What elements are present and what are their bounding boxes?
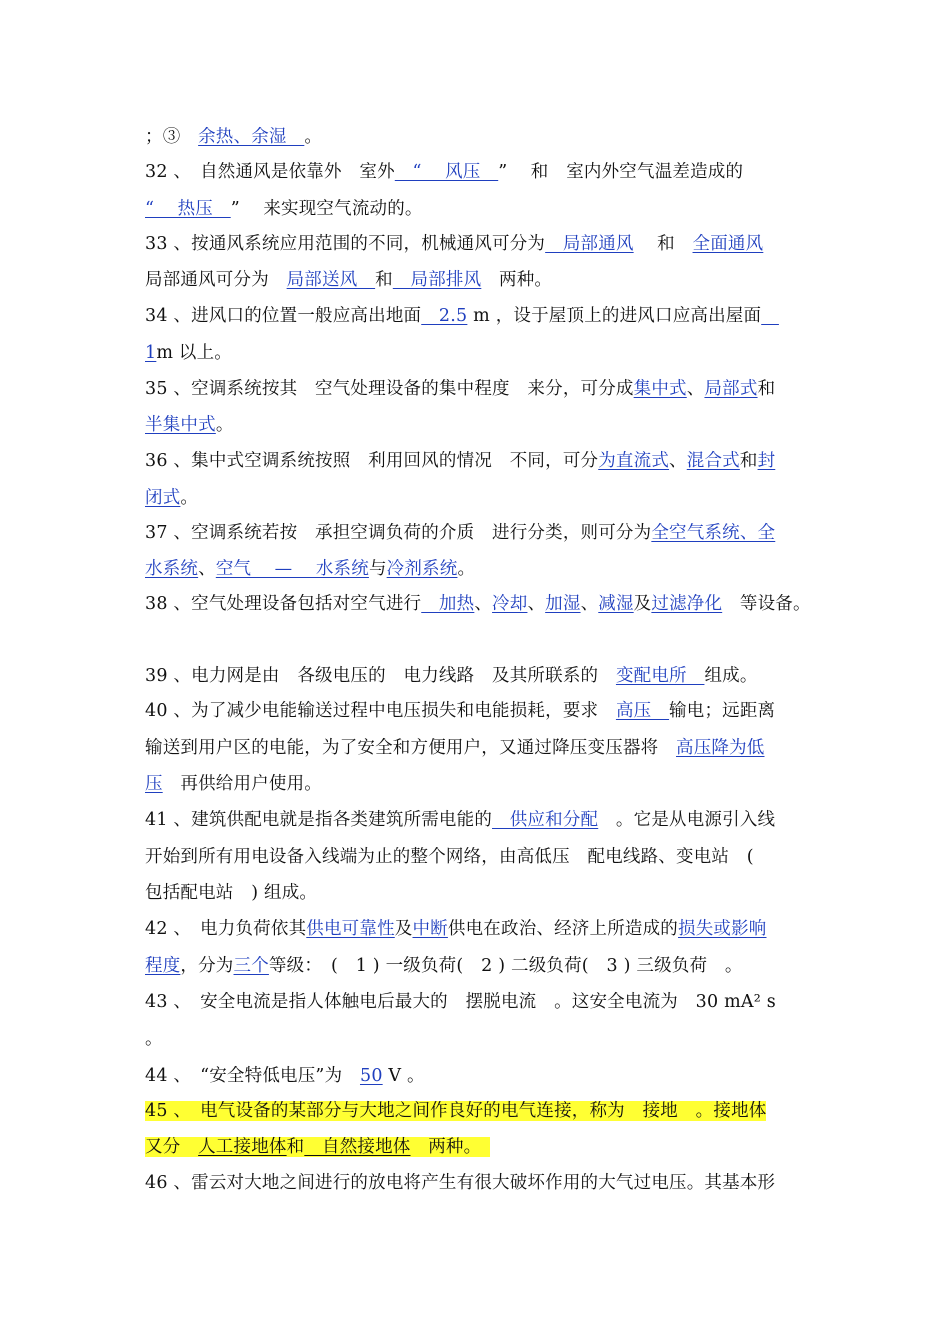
answer-text: 高压 — [615, 701, 670, 721]
answer-text: 闭式 — [145, 488, 181, 508]
text-segment: 。 — [304, 127, 323, 147]
answer-text: 损失或影响 — [678, 919, 767, 939]
text-line — [145, 374, 775, 404]
answer-text: 减湿 — [598, 594, 634, 614]
answer-text: 1 — [145, 343, 157, 363]
text-segment: 和 — [375, 270, 393, 290]
answer-text: 混合式 — [686, 451, 740, 471]
answer-text: 程度 — [145, 956, 181, 976]
text-segment: 37 、空调系统若按 承担空调负荷的介质 进行分类，则可分为 — [145, 523, 652, 543]
answer-text: 局部通风 — [545, 234, 634, 254]
text-line — [145, 733, 765, 763]
text-line — [145, 1168, 775, 1198]
text-line — [145, 194, 423, 224]
text-line — [145, 661, 758, 691]
text-segment: 36 、集中式空调系统按照 利用回风的情况 不同，可分 — [145, 451, 599, 471]
text-segment: 。 — [180, 488, 199, 508]
answer-text: 空气 — 水系统 — [215, 559, 369, 579]
text-line — [145, 878, 317, 908]
answer-text: 全空气系统、全 — [651, 523, 776, 543]
text-segment: 、 — [474, 594, 493, 614]
answer-text: 冷却 — [492, 594, 528, 614]
text-segment: 41 、建筑供配电就是指各类建筑所需电能的 — [145, 810, 493, 830]
text-line — [145, 410, 234, 440]
text-segment: 输电；远距离 — [669, 701, 776, 721]
text-segment: 35 、空调系统按其 空气处理设备的集中程度 来分，可分成 — [145, 379, 634, 399]
answer-text: 局部送风 — [286, 270, 376, 290]
text-line — [145, 301, 779, 331]
text-segment: 、 — [580, 594, 599, 614]
highlighted-text: 45 、 电气设备的某部分与大地之间作良好的电气连接，称为 接地 。接地体 — [145, 1101, 767, 1121]
text-segment: 等级： ( 1 ) 一级负荷( 2 ) 二级负荷( 3 ) 三级负荷 。 — [268, 956, 743, 976]
answer-text: 封 — [757, 451, 776, 471]
text-segment: 组成。 — [704, 666, 758, 686]
text-line — [145, 446, 775, 476]
text-segment: 与 — [368, 559, 387, 579]
text-segment: 33 、按通风系统应用范围的不同，机械通风可分为 — [145, 234, 546, 254]
text-segment: ；③ — [145, 127, 199, 147]
text-line — [145, 987, 776, 1017]
text-segment: 和 — [739, 451, 758, 471]
answer-text: 半集中式 — [145, 415, 216, 435]
text-line — [145, 229, 763, 259]
answer-text: 过滤净化 — [651, 594, 723, 614]
answer-text: 余热、余湿 — [198, 127, 305, 147]
text-segment: 32 、 自然通风是依靠外 室外 — [145, 162, 395, 182]
text-line — [145, 157, 743, 187]
highlighted-text: 又分 — [145, 1137, 199, 1157]
text-segment: 44 、 “安全特低电压”为 — [145, 1066, 360, 1086]
text-segment: 供电在政治、经济上所造成的 — [447, 919, 678, 939]
text-segment: ” 来实现空气流动的。 — [230, 199, 423, 219]
text-line — [145, 951, 743, 981]
answer-text — [761, 306, 779, 326]
text-segment: 两种。 — [481, 270, 553, 290]
text-segment: m ，设于屋顶上的进风口应高出屋面 — [467, 306, 762, 326]
answer-text: 压 — [145, 774, 163, 794]
answer-text: “ 风压 — [394, 162, 499, 182]
answer-text: 全面通风 — [692, 234, 764, 254]
text-line — [145, 265, 552, 295]
answer-text: “ 热压 — [145, 199, 231, 219]
text-segment: ，分为 — [180, 956, 234, 976]
answer-text: 集中式 — [633, 379, 687, 399]
text-segment: 、 — [686, 379, 705, 399]
text-segment: 。 — [457, 559, 476, 579]
answer-text: 高压降为低 — [676, 738, 765, 758]
text-line — [145, 696, 775, 726]
text-line — [145, 805, 775, 835]
text-segment: 及 — [394, 919, 413, 939]
text-line — [145, 1024, 163, 1054]
answer-text: 局部排风 — [392, 270, 482, 290]
text-segment: 等设备。 — [722, 594, 811, 614]
answer-text: 供应和分配 — [492, 810, 599, 830]
text-segment: 、 — [669, 451, 687, 471]
answer-text: 加湿 — [545, 594, 581, 614]
answer-text: 50 — [359, 1066, 383, 1086]
highlighted-text: 两种。 — [410, 1137, 491, 1157]
text-segment: 。 — [145, 1029, 163, 1049]
text-segment: 再供给用户使用。 — [162, 774, 323, 794]
text-segment: 40 、为了减少电能输送过程中电压损失和电能损耗，要求 — [145, 701, 616, 721]
answer-text: 为直流式 — [598, 451, 670, 471]
answer-text: 加热 — [421, 594, 475, 614]
text-segment: ” 和 室内外空气温差造成的 — [498, 162, 744, 182]
text-segment: 开始到所有用电设备入线端为止的整个网络，由高低压 配电线路、变电站 ( — [145, 847, 754, 867]
answer-text: 2.5 — [421, 306, 468, 326]
text-line — [145, 554, 475, 584]
text-line — [145, 842, 754, 872]
text-segment: 局部通风可分为 — [145, 270, 287, 290]
text-line — [145, 338, 232, 368]
text-segment: 。它是从电源引入线 — [598, 810, 776, 830]
text-segment: 42 、 电力负荷依其 — [145, 919, 307, 939]
answer-text: 水系统 — [145, 559, 199, 579]
text-segment: 39 、电力网是由 各级电压的 电力线路 及其所联系的 — [145, 666, 616, 686]
text-segment: 和 — [633, 234, 693, 254]
text-segment: 及 — [633, 594, 652, 614]
text-segment: 包括配电站 ) 组成。 — [145, 883, 318, 903]
highlighted-text: 人工接地体 — [198, 1137, 287, 1157]
answer-text: 变配电所 — [615, 666, 705, 686]
text-line — [145, 1061, 425, 1091]
text-segment: 43 、 安全电流是指人体触电后最大的 摆脱电流 。这安全电流为 30 mA² s — [145, 992, 776, 1012]
text-line — [145, 914, 767, 944]
text-segment: 、 — [198, 559, 216, 579]
text-segment: 、 — [527, 594, 546, 614]
text-line — [145, 483, 198, 513]
text-segment: 38 、空气处理设备包括对空气进行 — [145, 594, 422, 614]
text-segment: 输送到用户区的电能，为了安全和方便用户，又通过降压变压器将 — [145, 738, 676, 758]
text-segment: 46 、雷云对大地之间进行的放电将产生有很大破坏作用的大气过电压。其基本形 — [145, 1173, 776, 1193]
text-segment: V 。 — [382, 1066, 425, 1086]
text-line — [145, 518, 775, 548]
text-segment: m 以上。 — [156, 343, 233, 363]
text-line — [145, 1096, 766, 1126]
text-segment: 。 — [215, 415, 234, 435]
answer-text: 三个 — [233, 956, 269, 976]
answer-text: 供电可靠性 — [306, 919, 395, 939]
highlighted-text: 自然接地体 — [304, 1137, 411, 1157]
text-line — [145, 589, 811, 619]
text-line — [145, 1132, 490, 1162]
text-segment: 和 — [757, 379, 776, 399]
answer-text: 冷剂系统 — [386, 559, 458, 579]
highlighted-text: 和 — [286, 1137, 305, 1157]
text-line — [145, 122, 322, 152]
answer-text: 局部式 — [704, 379, 758, 399]
answer-text: 中断 — [412, 919, 448, 939]
text-line — [145, 769, 322, 799]
text-segment: 34 、进风口的位置一般应高出地面 — [145, 306, 422, 326]
